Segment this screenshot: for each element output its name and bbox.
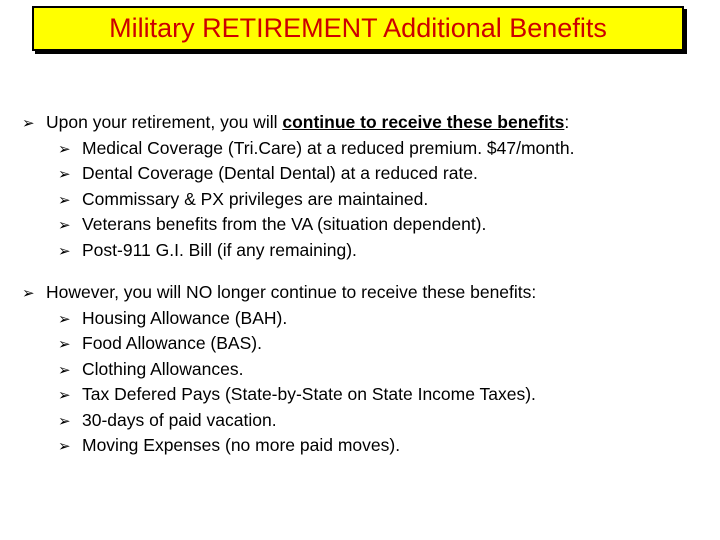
list-item [58, 161, 710, 187]
arrowhead-bullet-icon: ➢ [58, 165, 71, 183]
arrowhead-bullet-icon: ➢ [58, 139, 71, 158]
list-item [58, 357, 710, 383]
arrowhead-bullet-icon: ➢ [58, 360, 71, 379]
list-item [58, 306, 710, 332]
arrowhead-bullet-icon: ➢ [58, 241, 71, 260]
list-item [58, 433, 710, 459]
list-item-text: Post-911 G.I. Bill (if any remaining). [82, 239, 357, 260]
heading-text [46, 110, 569, 135]
list-item [58, 212, 710, 238]
list-item [58, 408, 710, 434]
arrowhead-bullet-icon: ➢ [58, 190, 71, 209]
list-item-text: Housing Allowance (BAH). [82, 307, 288, 328]
list-item [58, 238, 710, 264]
list-item-text: Clothing Allowances. [82, 358, 244, 379]
arrowhead-bullet-icon: ➢ [58, 386, 71, 404]
list-item [58, 136, 710, 162]
heading-suffix: : [564, 112, 570, 132]
arrowhead-bullet-icon: ➢ [22, 284, 35, 302]
list-item [58, 187, 710, 213]
list-item-text: Moving Expenses (no more paid moves). [82, 435, 401, 455]
list-item-text: Tax Defered Pays (State-by-State on State Income Taxes). [82, 384, 536, 404]
heading-emphasis: continue to receive these benefits [282, 112, 565, 132]
lost-benefits-section [22, 280, 710, 459]
list-item-text: Dental Coverage (Dental Dental) at a reduced rate. [82, 163, 478, 183]
list-item [58, 382, 710, 408]
arrowhead-bullet-icon: ➢ [22, 114, 35, 132]
list-item-text: Food Allowance (BAS). [82, 333, 262, 353]
arrowhead-bullet-icon: ➢ [58, 309, 71, 328]
list-item-text: Commissary & PX privileges are maintained. [82, 188, 429, 209]
heading-text: However, you will NO longer continue to receive these benefits: [46, 282, 537, 302]
arrowhead-bullet-icon: ➢ [58, 216, 71, 234]
lost-benefits-heading [22, 280, 710, 306]
list-item-text: Veterans benefits from the VA (situation dependent). [82, 214, 487, 234]
arrowhead-bullet-icon: ➢ [58, 335, 71, 353]
list-item-text: Medical Coverage (Tri.Care) at a reduced premium. $47/month. [82, 137, 575, 158]
arrowhead-bullet-icon: ➢ [58, 437, 71, 455]
retained-benefits-heading [22, 110, 710, 136]
heading-prefix: Upon your retirement, you will [46, 112, 283, 132]
arrowhead-bullet-icon: ➢ [58, 411, 71, 430]
list-item-text: 30-days of paid vacation. [82, 409, 277, 430]
list-item [58, 331, 710, 357]
page-title: Military RETIREMENT Additional Benefits [109, 13, 607, 43]
title-banner [32, 6, 684, 51]
retained-benefits-section [22, 110, 710, 263]
